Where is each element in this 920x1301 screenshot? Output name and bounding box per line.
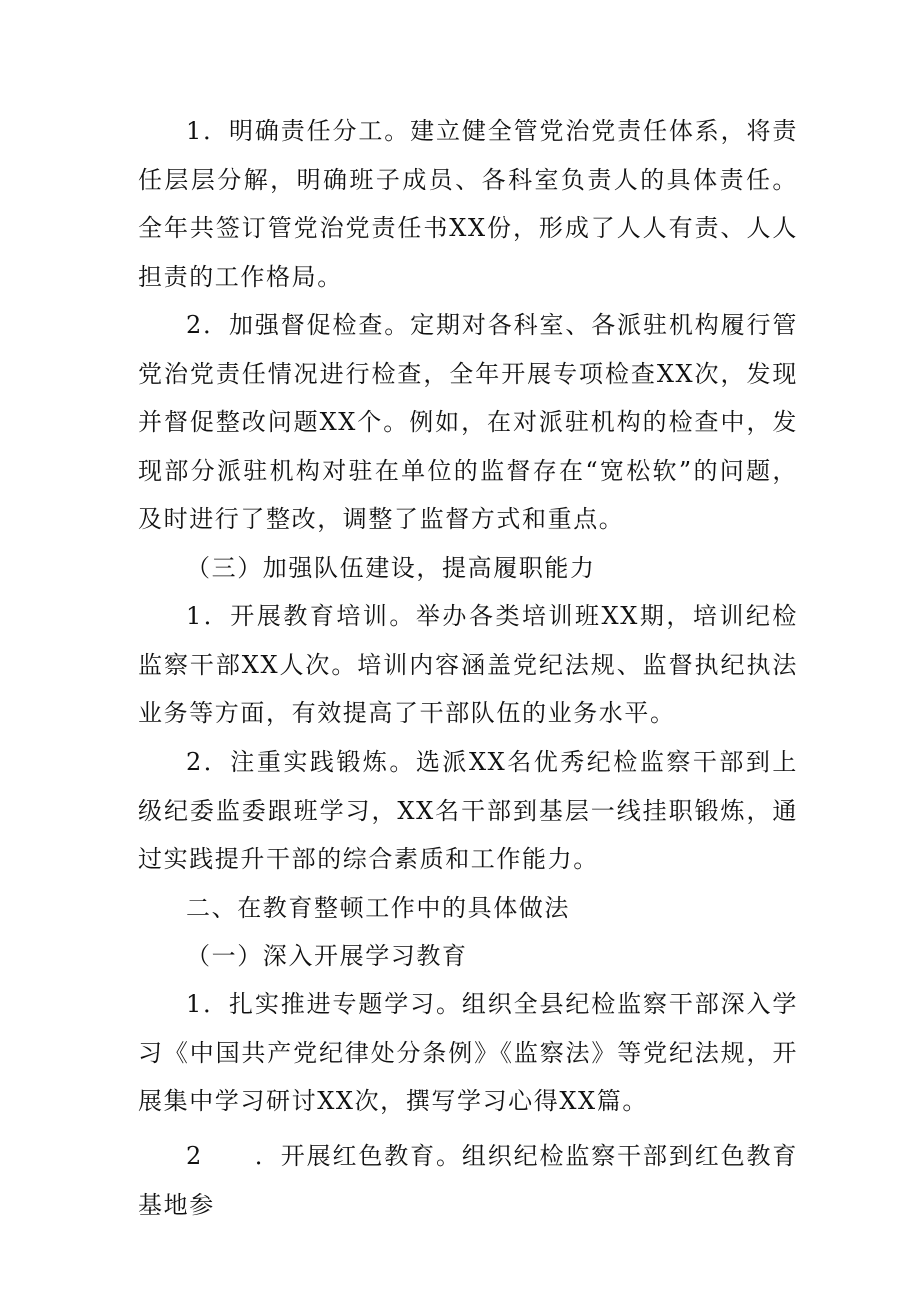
chapter-heading-education-rectification: 二、在教育整顿工作中的具体做法 <box>186 894 570 922</box>
paragraph-practice-training: 2．注重实践锻炼。选派XX名优秀纪检监察干部到上级纪委监委跟班学习，XX名干部到基层一线挂职锻炼，通过实践提升干部的综合素质和工作能力。 <box>138 748 798 873</box>
paragraph-education-training: 1．开展教育培训。举办各类培训班XX期，培训纪检监察干部XX人次。培训内容涵盖党纪法规、监督执纪执法业务等方面，有效提高了干部队伍的业务水平。 <box>138 602 798 727</box>
section-heading-team-building: （三）加强队伍建设，提高履职能力 <box>186 554 596 582</box>
section-heading-study-education: （一）深入开展学习教育 <box>186 942 468 970</box>
paragraph-special-study: 1．扎实推进专题学习。组织全县纪检监察干部深入学习《中国共产党纪律处分条例》《监察法》等党纪法规，开展集中学习研讨XX次，撰写学习心得XX篇。 <box>138 990 798 1115</box>
paragraph-responsibility-division: 1．明确责任分工。建立健全管党治党责任体系，将责任层层分解，明确班子成员、各科室负责人的具体责任。全年共签订管党治党责任书XX份，形成了人人有责、人人担责的工作格局。 <box>138 117 798 291</box>
paragraph-supervision-inspection: 2．加强督促检查。定期对各科室、各派驻机构履行管党治党责任情况进行检查，全年开展专项检查XX次，发现并督促整改问题XX个。例如，在对派驻机构的检查中，发现部分派驻机构对驻在单位的监督存在“宽松软”的问题，及时进行了整改，调整了监督方式和重点。 <box>138 311 798 533</box>
paragraph-red-education: 2 ．开展红色教育。组织纪检监察干部到红色教育基地参 <box>138 1142 798 1219</box>
